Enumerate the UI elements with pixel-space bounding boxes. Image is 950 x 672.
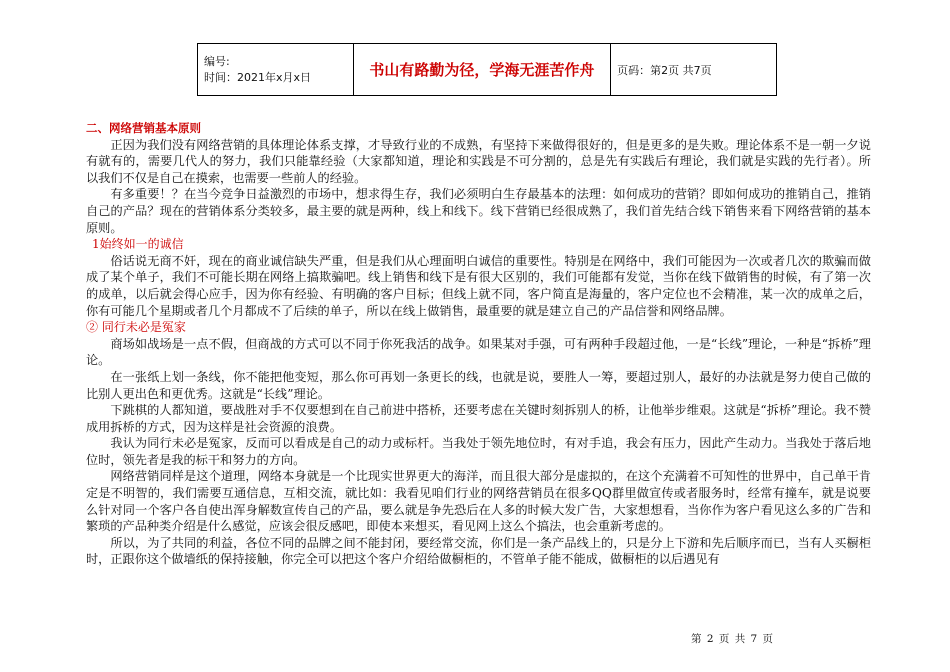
paragraph: 商场如战场是一点不假，但商战的方式可以不同于你死我活的战争。如果某对手强，可有两种手段超过他，一是“长线”理论，一种是“拆桥”理论。 bbox=[86, 336, 871, 368]
page-footer: 第 2 页 共 7 页 bbox=[691, 633, 775, 645]
section-heading: 二、网络营销基本原则 bbox=[86, 121, 201, 135]
paragraph: 网络营销同样是这个道理，网络本身就是一个比现实世界更大的海洋，而且很大部分是虚拟的，在这个充满着不可知性的世界中，自己单干肯定是不明智的，我们需要互通信息，互相交流，就比如：我看见咱们行业的网络营销员在很多QQ群里做宣传或者服务时，经常有撞车，就是说要么针对同一个客户各自使出浑身解数宣传自己的产品，要么就是争先恐后在人多的时候大发广告，大家想想看，当你作为客户看见这么多的广告和繁琐的产品种类介绍是什么感觉，应该会很反感吧，即使本来想买，看见网上这么个搞法，也会重新考虑的。 bbox=[86, 469, 871, 534]
document-body bbox=[86, 120, 871, 568]
document-number-label: 编号: bbox=[204, 54, 230, 68]
paragraph: 我认为同行未必是冤家，反而可以看成是自己的动力或标杆。当我处于领先地位时，有对手追，我会有压力，因此产生动力。当我处于落后地位时，领先者是我的标干和努力的方向。 bbox=[86, 436, 871, 467]
paragraph: 所以，为了共同的利益，各位不同的品牌之间不能封闭，要经常交流，你们是一条产品线上的，只是分上下游和先后顺序而已，当有人买橱柜时，正跟你这个做墙纸的保持接触，你完全可以把这个客户介绍给做橱柜的，不管单子能不能成，做橱柜的以后遇见有 bbox=[86, 535, 871, 567]
subsection-heading-competitors: ② 同行未必是冤家 bbox=[86, 320, 186, 335]
header-info-cell bbox=[198, 44, 354, 96]
paragraph: 在一张纸上划一条线，你不能把他变短，那么你可再划一条更长的线，也就是说，要胜人一筹，要超过别人，最好的办法就是努力使自己做的比别人更出色和更优秀。这就是“长线”理论。 bbox=[86, 369, 871, 401]
header-page-label: 页码：第2页 共7页 bbox=[611, 44, 777, 96]
header-motto: 书山有路勤为径，学海无涯苦作舟 bbox=[353, 44, 610, 96]
page-header-table bbox=[197, 43, 777, 96]
subsection-heading-integrity: 1始终如一的诚信 bbox=[92, 237, 184, 252]
paragraph: 有多重要！？在当今竞争日益激烈的市场中，想求得生存，我们必须明白生存最基本的法理：如何成功的营销？即如何成功的推销自己，推销自己的产品？现在的营销体系分类较多，最主要的就是两种，线上和线下。线下营销已经很成熟了，我们首先结合线下销售来看下网络营销的基本原则。 bbox=[86, 187, 871, 235]
document-time-label: 时间：2021年x月x日 bbox=[204, 70, 312, 84]
paragraph: 正因为我们没有网络营销的具体理论体系支撑，才导致行业的不成熟，有坚持下来做得很好的，但是更多的是失败。理论体系不是一朝一夕说有就有的，需要几代人的努力，我们只能靠经验（大家都知道，理论和实践是不可分割的，总是先有实践后有理论，我们就是实践的先行者）。所以我们不仅是自己在摸索，也需要一些前人的经验。 bbox=[86, 137, 871, 185]
paragraph: 下跳棋的人都知道，要战胜对手不仅要想到在自己前进中搭桥，还要考虑在关键时刻拆别人的桥，让他举步维艰。这就是“拆桥”理论。我不赞成用拆桥的方式，因为这样是社会资源的浪费。 bbox=[86, 403, 871, 434]
paragraph: 俗话说无商不奸，现在的商业诚信缺失严重，但是我们从心理面明白诚信的重要性。特别是在网络中，我们可能因为一次或者几次的欺骗而做成了某个单子，我们不可能长期在网络上搞欺骗吧。线上销售和线下是有很大区别的，我们可能都有发觉，当你在线下做销售的时候，有了第一次的成单，以后就会得心应手，因为你有经验、有明确的客户目标；但线上就不同，客户简直是海量的，客户定位也不会精准，某一次的成单之后，你有可能几个星期或者几个月都成不了后续的单子，所以在线上做销售，最重要的就是建立自己的产品信誉和网络品牌。 bbox=[86, 253, 871, 318]
